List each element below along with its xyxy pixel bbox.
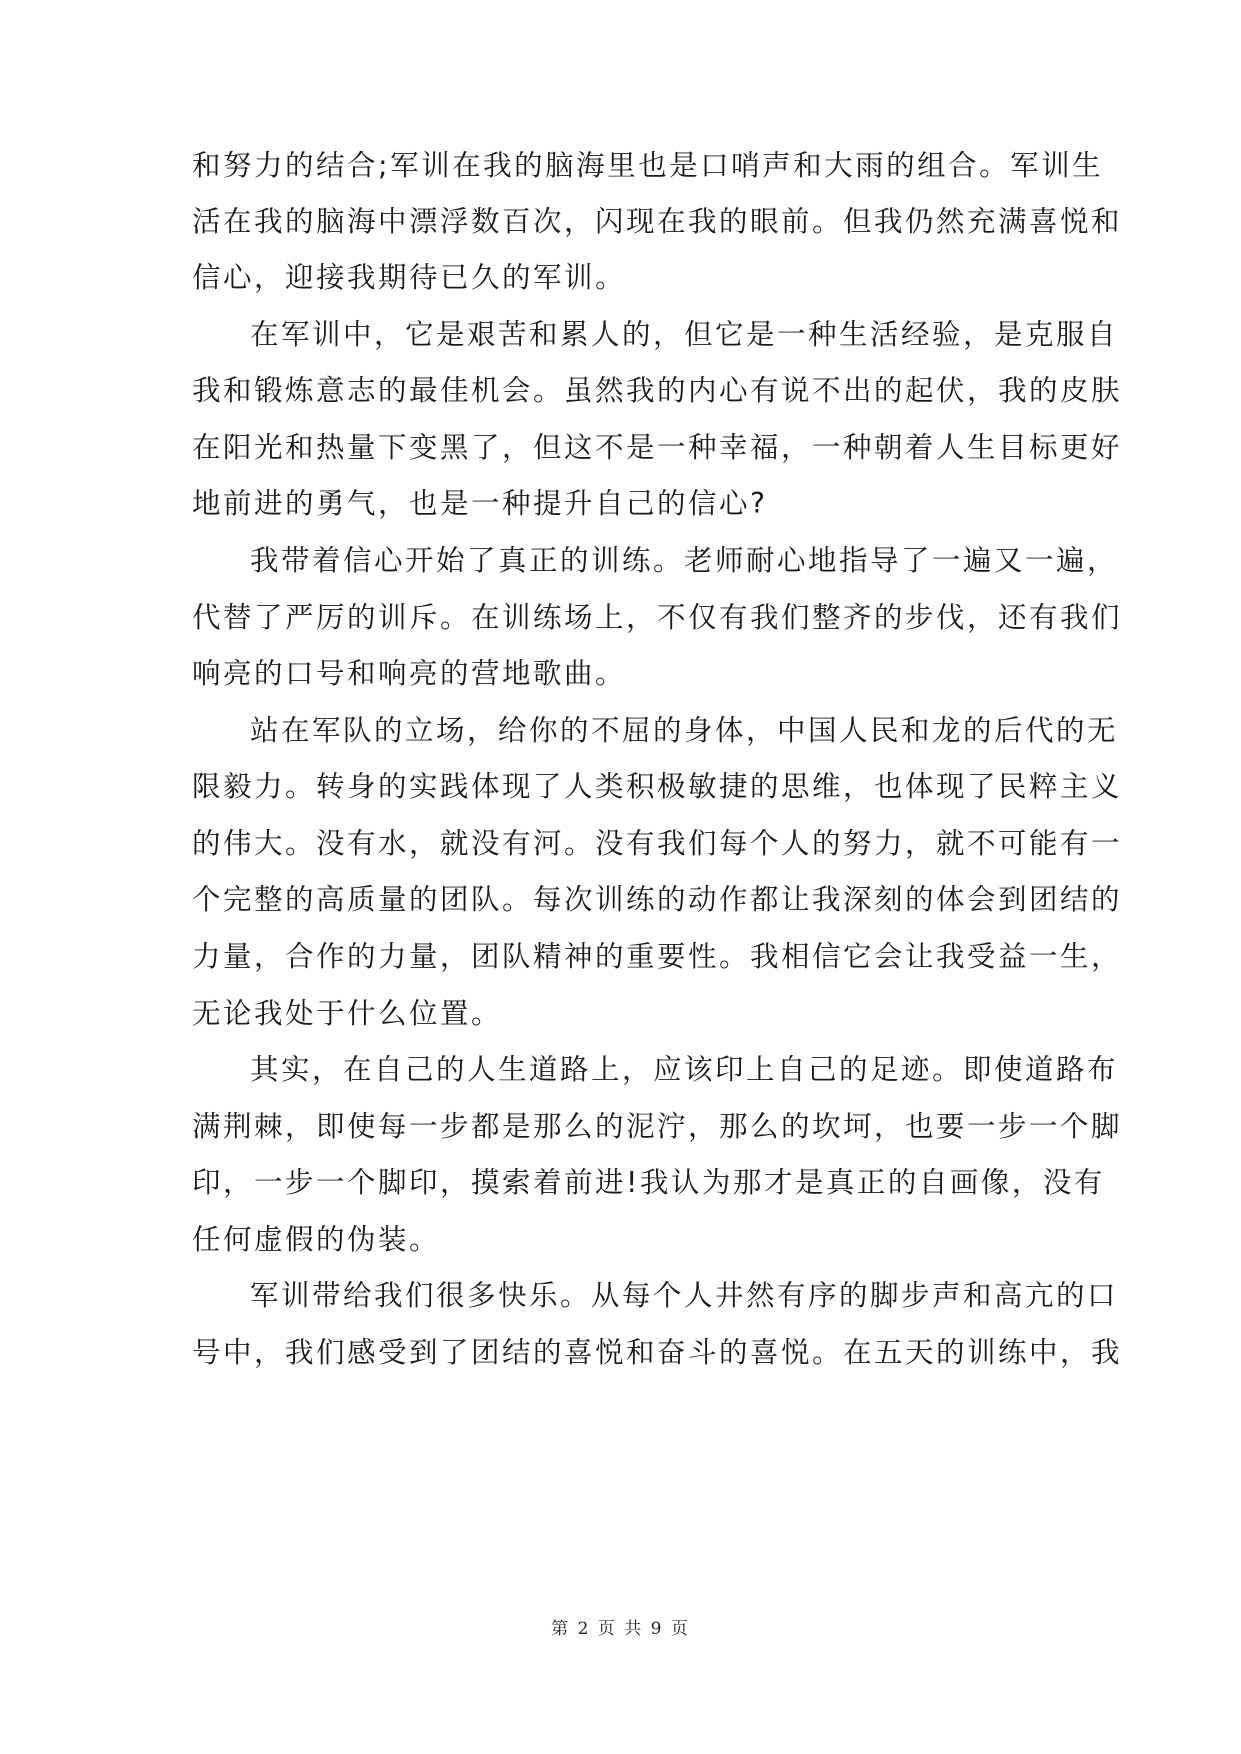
page-number-footer: 第 2 页 共 9 页 (551, 1619, 690, 1639)
paragraph-line: 我和锻炼意志的最佳机会。虽然我的内心有说不出的起伏，我的皮肤 (192, 374, 1123, 407)
paragraph-line: 其实，在自己的人生道路上，应该印上自己的足迹。即使道路布 (250, 1053, 1119, 1086)
paragraph-line: 力量，合作的力量，团队精神的重要性。我相信它会让我受益一生， (192, 940, 1123, 973)
paragraph-line: 号中，我们感受到了团结的喜悦和奋斗的喜悦。在五天的训练中，我 (192, 1336, 1123, 1369)
paragraph-line: 任何虚假的伪装。 (192, 1223, 441, 1256)
paragraph-line: 印，一步一个脚印，摸索着前进!我认为那才是真正的自画像，没有 (192, 1166, 1105, 1199)
paragraph-line: 地前进的勇气，也是一种提升自己的信心? (192, 487, 768, 520)
paragraph-line: 站在军队的立场，给你的不屈的身体，中国人民和龙的后代的无 (250, 714, 1119, 747)
paragraph-line: 在阳光和热量下变黑了，但这不是一种幸福，一种朝着人生目标更好 (192, 431, 1123, 464)
paragraph-line: 信心，迎接我期待已久的军训。 (192, 261, 627, 294)
paragraph-line: 响亮的口号和响亮的营地歌曲。 (192, 657, 627, 690)
paragraph-line: 限毅力。转身的实践体现了人类积极敏捷的思维，也体现了民粹主义 (192, 770, 1123, 803)
paragraph-line: 和努力的结合;军训在我的脑海里也是口哨声和大雨的组合。军训生 (192, 149, 1104, 182)
paragraph-line: 满荆棘，即使每一步都是那么的泥泞，那么的坎坷，也要一步一个脚 (192, 1110, 1123, 1143)
paragraph-line: 代替了严厉的训斥。在训练场上，不仅有我们整齐的步伐，还有我们 (192, 601, 1123, 634)
paragraph-line: 活在我的脑海中漂浮数百次，闪现在我的眼前。但我仍然充满喜悦和 (192, 205, 1123, 238)
paragraph-line: 我带着信心开始了真正的训练。老师耐心地指导了一遍又一遍， (250, 544, 1119, 577)
paragraph-line: 军训带给我们很多快乐。从每个人井然有序的脚步声和高亢的口 (250, 1279, 1119, 1312)
paragraph-line: 无论我处于什么位置。 (192, 997, 503, 1030)
paragraph-line: 在军训中，它是艰苦和累人的，但它是一种生活经验，是克服自 (250, 318, 1119, 351)
paragraph-line: 个完整的高质量的团队。每次训练的动作都让我深刻的体会到团结的 (192, 883, 1123, 916)
paragraph-line: 的伟大。没有水，就没有河。没有我们每个人的努力，就不可能有一 (192, 827, 1123, 860)
